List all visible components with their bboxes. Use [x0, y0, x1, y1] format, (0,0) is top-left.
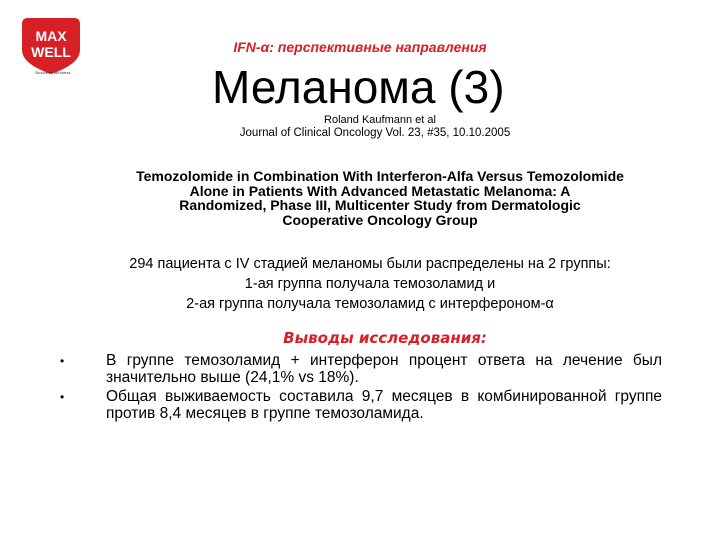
groups-line: 1-ая группа получала темозоламид и [244, 276, 496, 292]
list-item [60, 389, 662, 422]
reference-journal: Journal of Clinical Oncology Vol. 23, #35, 10.10.2005 [239, 127, 511, 139]
logo-text-line2: WELL [31, 44, 71, 60]
study-title-line: Temozolomide in Combination With Interferon-Alfa Versus Temozolomide [136, 168, 624, 184]
conclusion-text: Общая выживаемость составила 9,7 месяцев в комбинированной группе против 8,4 месяцев в группе темозоламида. [106, 388, 662, 422]
reference-author: Roland Kaufmann et al [324, 114, 436, 126]
bullet-icon: • [60, 354, 65, 368]
subtitle-text: IFN-α: перспективные направления [233, 39, 487, 55]
study-title-line: Randomized, Phase III, Multicenter Study from Dermatologic [179, 197, 581, 213]
slide-subtitle [0, 39, 720, 55]
study-title-line: Alone in Patients With Advanced Metastatic Melanoma: A [189, 182, 571, 199]
logo-tagline: Business Wellness [35, 70, 71, 75]
conclusion-text: В группе темозоламид + интерферон процент ответа на лечение был значительно выше (24,1% vs 18%). [106, 352, 662, 386]
conclusions-heading: Выводы исследования: [283, 329, 487, 347]
study-title [40, 169, 720, 227]
bullet-icon: • [60, 390, 65, 404]
groups-line: 294 пациента с IV стадией меланомы были распределены на 2 группы: [129, 256, 611, 272]
groups-line: 2-ая группа получала темозоламид с интерфероном-α [186, 296, 554, 312]
study-title-line: Cooperative Oncology Group [282, 211, 478, 228]
conclusions-list [60, 353, 662, 425]
slide-title: Меланома (3) [212, 61, 505, 113]
groups-description [30, 254, 710, 314]
list-item [60, 353, 662, 386]
logo-text-line1: MAX [35, 28, 67, 44]
